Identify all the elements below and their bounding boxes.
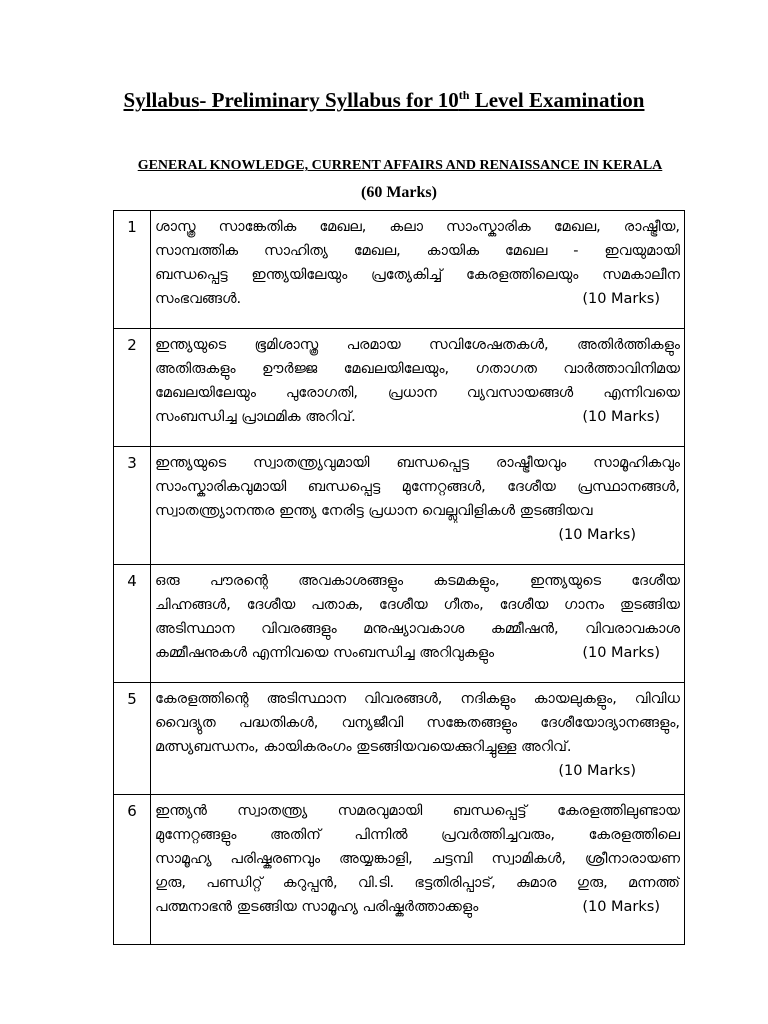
row-text-line — [155, 895, 680, 919]
row-text: സംബന്ധിച്ച പ്രാഥമിക അറിവ്. — [155, 409, 356, 425]
table-row — [114, 795, 685, 945]
row-text-line: കേരളത്തിന്റെ അടിസ്ഥാന വിവരങ്ങൾ, നദികളും കായലുകളും, വിവിധ — [155, 691, 680, 707]
row-marks: (10 Marks) — [558, 527, 636, 543]
row-content — [151, 329, 685, 447]
row-text: പത്മനാഭൻ തുടങ്ങിയ സാമൂഹ്യ പരിഷ്കർത്താക്കളും — [155, 899, 479, 915]
title-main-after: Level Examination — [469, 88, 645, 112]
row-text-line: അതിരുകളും ഊർജ്ജ മേഖലയിലേയും, ഗതാഗത വാർത്താവിനിമയ — [155, 361, 680, 377]
section-marks: (60 Marks) — [361, 184, 437, 201]
row-text-line: ഗുരു, പണ്ഡിറ്റ് കറുപ്പൻ, വി.ടി. ഭട്ടതിരിപ്പാട്, കുമാര ഗുരു, മന്നത്ത് — [155, 875, 680, 891]
row-text-line: സ്വാതന്ത്ര്യാനന്തര ഇന്ത്യ നേരിട്ട പ്രധാന വെല്ലുവിളികൾ തുടങ്ങിയവ — [155, 503, 593, 519]
row-content — [151, 565, 685, 683]
row-marks: (10 Marks) — [558, 763, 636, 779]
row-text-line — [155, 287, 680, 311]
row-content — [151, 683, 685, 795]
row-text-line: ശാസ്ത്ര സാങ്കേതിക മേഖല, കലാ സാംസ്കാരിക മേഖല, രാഷ്ട്രീയ, — [155, 219, 680, 235]
syllabus-table-body — [114, 211, 685, 945]
section-heading: GENERAL KNOWLEDGE, CURRENT AFFAIRS AND RENAISSANCE IN KERALA — [137, 158, 663, 173]
row-text-line: അടിസ്ഥാന വിവരങ്ങളും മനുഷ്യാവകാശ കമ്മീഷൻ, വിവരാവകാശ — [155, 621, 680, 637]
row-marks: (10 Marks) — [582, 645, 660, 661]
row-text-line: ഒരു പൗരന്റെ അവകാശങ്ങളും കടമകളും, ഇന്ത്യയുടെ ദേശീയ — [155, 573, 680, 589]
row-number: 6 — [114, 795, 151, 945]
table-row — [114, 329, 685, 447]
table-row — [114, 211, 685, 329]
row-text-line: ചിഹ്നങ്ങൾ, ദേശീയ പതാക, ദേശീയ ഗീതം, ദേശീയ ഗാനം തുടങ്ങിയ — [155, 597, 680, 613]
row-text-line: സാംസ്കാരികവുമായി ബന്ധപ്പെട്ട മുന്നേറ്റങ്ങൾ, ദേശീയ പ്രസ്ഥാനങ്ങൾ, — [155, 479, 680, 495]
row-content — [151, 795, 685, 945]
row-text-line: മത്സ്യബന്ധനം, കായികരംഗം തുടങ്ങിയവയെക്കുറിച്ചുള്ള അറിവ്. — [155, 739, 572, 755]
row-text-line — [155, 405, 680, 429]
table-row — [114, 447, 685, 565]
row-text-line: സാമൂഹ്യ പരിഷ്കരണവും അയ്യങ്കാളി, ചട്ടമ്പി സ്വാമികൾ, ശ്രീനാരായണ — [155, 851, 680, 867]
row-text-line: ഇന്ത്യയുടെ സ്വാതന്ത്ര്യവുമായി ബന്ധപ്പെട്ട രാഷ്ട്രീയവും സാമൂഹികവും — [155, 455, 680, 471]
row-number: 2 — [114, 329, 151, 447]
row-text-line: ബന്ധപ്പെട്ട ഇന്ത്യയിലേയും പ്രത്യേകിച്ച് കേരളത്തിലെയും സമകാലീന — [155, 267, 680, 283]
row-text-line: വൈദ്യുത പദ്ധതികൾ, വന്യജീവി സങ്കേതങ്ങളും ദേശീയോദ്യാനങ്ങളും, — [155, 715, 680, 731]
row-number: 4 — [114, 565, 151, 683]
row-text-line: മേഖലയിലേയും പുരോഗതി, പ്രധാന വ്യവസായങ്ങൾ എന്നിവയെ — [155, 385, 680, 401]
row-marks: (10 Marks) — [582, 291, 660, 307]
title-main-before: - Preliminary Syllabus for 10 — [199, 88, 459, 112]
title-superscript: th — [458, 88, 470, 102]
row-text-line: ഇന്ത്യയുടെ ഭൂമിശാസ്ത്ര പരമായ സവിശേഷതകൾ, അതിർത്തികളും — [155, 337, 680, 353]
table-row — [114, 565, 685, 683]
document-title — [0, 88, 768, 113]
row-marks: (10 Marks) — [582, 899, 660, 915]
table-row — [114, 683, 685, 795]
row-marks: (10 Marks) — [582, 409, 660, 425]
syllabus-table — [113, 210, 685, 945]
row-content — [151, 447, 685, 565]
title-prefix: Syllabus — [123, 88, 200, 112]
row-number: 5 — [114, 683, 151, 795]
row-text-line: സാമ്പത്തിക സാഹിത്യ മേഖല, കായിക മേഖല - ഇവയുമായി — [155, 243, 680, 259]
row-text: സംഭവങ്ങൾ. — [155, 291, 242, 307]
row-text-line: മുന്നേറ്റങ്ങളും അതിന് പിന്നിൽ പ്രവർത്തിച്ചവരും, കേരളത്തിലെ — [155, 827, 680, 843]
row-text-line — [155, 641, 680, 665]
row-text-line: ഇന്ത്യൻ സ്വാതന്ത്ര്യ സമരവുമായി ബന്ധപ്പെട്ട് കേരളത്തിലുണ്ടായ — [155, 803, 680, 819]
row-content — [151, 211, 685, 329]
row-number: 3 — [114, 447, 151, 565]
row-number: 1 — [114, 211, 151, 329]
row-text: കമ്മീഷനുകൾ എന്നിവയെ സംബന്ധിച്ച അറിവുകളും — [155, 645, 495, 661]
